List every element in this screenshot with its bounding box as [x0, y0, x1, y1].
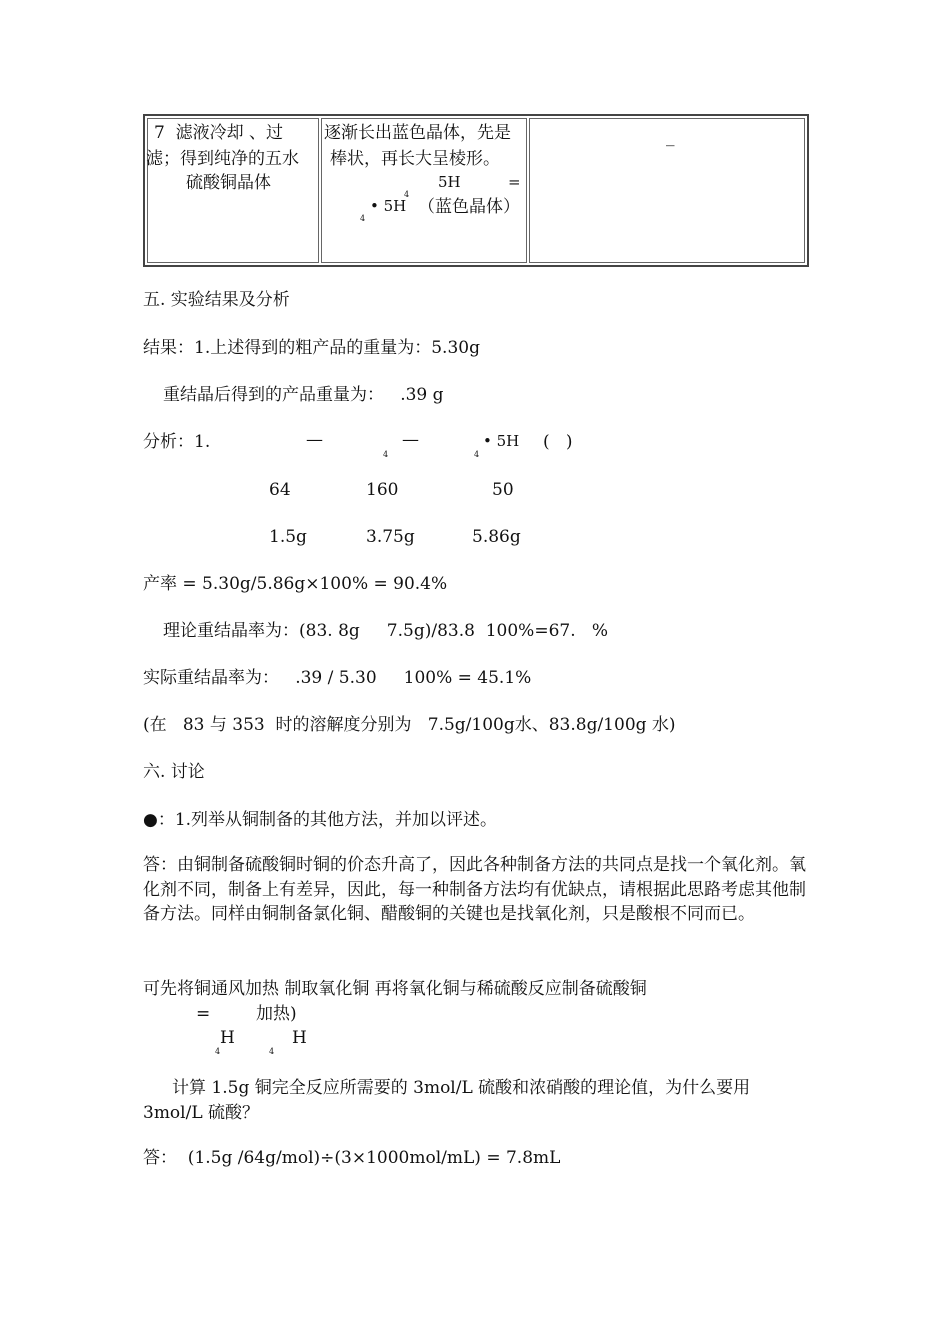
mass-2: 3.75g — [366, 527, 415, 547]
question-2: 计算 1.5g 铜完全反应所需要的 3mol/L 硫酸和浓硝酸的理论值，为什么要用 3mol/L 硫酸？ — [143, 1078, 751, 1123]
analysis-sub-4b: 4 — [474, 450, 480, 459]
eq2-equals: = — [196, 1004, 211, 1024]
table-cell-observation — [321, 118, 527, 263]
eq-5h: 5H — [438, 173, 461, 191]
procedure-table — [143, 114, 809, 267]
question-1: ●：1.列举从铜制备的其他方法，并加以评述。 — [143, 810, 498, 830]
result-line-1: 结果：1.上述得到的粗产品的重量为：5.30g — [143, 338, 480, 358]
section-5-title: 五. 实验结果及分析 — [143, 290, 290, 310]
eq2-h-1: H — [220, 1028, 235, 1048]
eq2-heat: 加热) — [256, 1004, 297, 1024]
molar-mass-3: 50 — [492, 480, 514, 500]
result-line-2: 重结晶后得到的产品重量为： .39 g — [163, 385, 444, 405]
eq-sub-4b: 4 — [360, 214, 366, 223]
method-line: 可先将铜通风加热 制取氧化铜 再将氧化铜与稀硫酸反应制备硫酸铜 — [143, 979, 647, 999]
analysis-sub-4a: 4 — [383, 450, 389, 459]
molar-mass-2: 160 — [366, 480, 399, 500]
table-cell-remark — [529, 118, 805, 263]
table-cell-step — [147, 118, 319, 263]
molar-mass-1: 64 — [269, 480, 291, 500]
analysis-label: 分析：1. — [143, 432, 211, 452]
eq-sub-4a: 4 — [404, 190, 410, 199]
theory-line: 理论重结晶率为：(83. 8g 7.5g)/83.8 100%=67. % — [163, 621, 608, 641]
eq-product: • 5H — [370, 197, 407, 215]
eq-note: （蓝色晶体） — [418, 197, 520, 217]
eq2-sub-4a: 4 — [215, 1047, 221, 1056]
analysis-dash-1: — — [306, 430, 323, 450]
answer-2: 答： (1.5g /64g/mol)÷(3×1000mol/mL) = 7.8mL — [143, 1148, 561, 1168]
step-line-3: 硫酸铜晶体 — [186, 173, 271, 193]
obs-line-1: 逐渐长出蓝色晶体，先是 — [324, 123, 511, 143]
analysis-dash-2: — — [402, 430, 419, 450]
remark-dash: _ — [666, 127, 675, 147]
mass-1: 1.5g — [269, 527, 307, 547]
step-line-1: 7 滤液冷却 、过 — [154, 123, 284, 143]
obs-line-2: 棒状，再长大呈棱形。 — [330, 149, 500, 169]
eq2-sub-4b: 4 — [269, 1047, 275, 1056]
step-line-2: 滤；得到纯净的五水 — [146, 149, 299, 169]
analysis-paren: ( ) — [543, 432, 573, 452]
yield-line: 产率 = 5.30g/5.86g×100% = 90.4% — [143, 574, 448, 594]
eq2-h-2: H — [292, 1028, 307, 1048]
section-6-title: 六. 讨论 — [143, 762, 205, 782]
mass-3: 5.86g — [472, 527, 521, 547]
analysis-product: • 5H — [483, 432, 520, 450]
eq-equals: = — [508, 173, 521, 191]
answer-1: 答：由铜制备硫酸铜时铜的价态升高了，因此各种制备方法的共同点是找一个氧化剂。氧化剂不同，制备上有差异，因此，每一种制备方法均有优缺点，请根据此思路考虑其他制备方法。同样由铜制备氯化铜、醋酸铜的关键也是找氧化剂，只是酸根不同而已。 — [143, 855, 806, 925]
solubility-line: (在 83 与 353 时的溶解度分别为 7.5g/100g水、83.8g/100g 水) — [143, 715, 676, 735]
actual-line: 实际重结晶率为： .39 / 5.30 100% = 45.1% — [143, 668, 532, 688]
